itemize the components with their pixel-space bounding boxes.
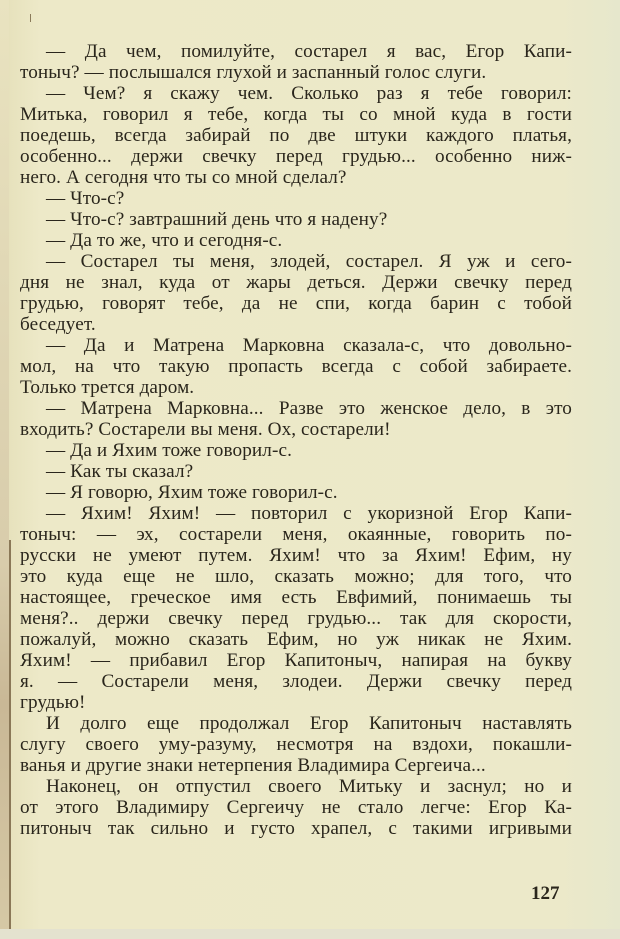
text-line: — Яхим! Яхим! — повторил с укоризной Егор Капи- — [46, 503, 572, 524]
text-line: — Да и Яхим тоже говорил-с. — [46, 440, 292, 461]
scan-bottom-margin — [0, 929, 620, 939]
text-line: — Состарел ты меня, злодей, состарел. Я уж и сего- — [46, 251, 572, 272]
text-line: питоныч так сильно и густо храпел, с такими игривыми — [20, 818, 572, 839]
text-line: беседует. — [20, 314, 96, 335]
text-line: входить? Состарели вы меня. Ох, состарели! — [20, 419, 391, 440]
text-line: — Да чем, помилуйте, состарел я вас, Егор Капи- — [46, 41, 572, 62]
text-line: — Чем? я скажу чем. Сколько раз я тебе говорил: — [46, 83, 572, 104]
text-line: — Матрена Марковна... Разве это женское дело, в это — [46, 398, 572, 419]
text-line: — Как ты сказал? — [46, 461, 194, 482]
text-line: дня не знал, куда от жары деться. Держи свечку перед — [20, 272, 572, 293]
text-line: тоныч: — эх, состарели меня, окаянные, говорить по- — [20, 524, 572, 545]
text-line: пожалуй, можно сказать Ефим, но уж никак не Яхим. — [20, 629, 572, 650]
page-body-text — [20, 41, 572, 839]
text-line: настоящее, греческое имя есть Евфимий, понимаешь ты — [20, 587, 572, 608]
page-number: 127 — [531, 883, 560, 904]
text-line: мол, на что такую пропасть всегда с собой забираете. — [20, 356, 572, 377]
text-line: И долго еще продолжал Егор Капитоныч наставлять — [46, 713, 572, 734]
text-line: Наконец, он отпустил своего Митьку и заснул; но и — [46, 776, 572, 797]
page-binding-line — [9, 540, 11, 930]
text-line: поедешь, всегда забирай по две штуки каждого платья, — [20, 125, 572, 146]
text-line: от этого Владимиру Сергеичу не стало легче: Егор Ка- — [20, 797, 572, 818]
text-line: — Да то же, что и сегодня-с. — [46, 230, 283, 251]
text-line: Митька, говорил я тебе, когда ты со мной куда в гости — [20, 104, 572, 125]
text-line: грудью! — [20, 692, 86, 713]
text-line: — Что-с? — [46, 188, 125, 209]
text-line: него. А сегодня что ты со мной сделал? — [20, 167, 347, 188]
text-line: Яхим! — прибавил Егор Капитоныч, напирая на букву — [20, 650, 572, 671]
text-line: русски не умеют путем. Яхим! что за Яхим! Ефим, ну — [20, 545, 572, 566]
page-left-edge — [0, 0, 9, 939]
text-line: Только трется даром. — [20, 377, 195, 398]
text-line: тоныч? — послышался глухой и заспанный голос слуги. — [20, 62, 487, 83]
text-line: — Что-с? завтрашний день что я надену? — [46, 209, 388, 230]
text-line: слугу своего уму-разуму, несмотря на вздохи, покашли- — [20, 734, 572, 755]
text-line: ванья и другие знаки нетерпения Владимира Сергеича... — [20, 755, 486, 776]
text-line: — Я говорю, Яхим тоже говорил-с. — [46, 482, 338, 503]
text-line: особенно... держи свечку перед грудью... особенно ниж- — [20, 146, 572, 167]
text-line: я. — Состарели меня, злодеи. Держи свечку перед — [20, 671, 572, 692]
text-line: это куда еще не шло, сказать можно; для того, что — [20, 566, 572, 587]
text-line: — Да и Матрена Марковна сказала-с, что довольно- — [46, 335, 572, 356]
text-line: меня?.. держи свечку перед грудью... так для скорости, — [20, 608, 572, 629]
scan-speck — [30, 14, 31, 22]
text-line: грудью, говорят тебе, да не спи, когда барин с тобой — [20, 293, 572, 314]
